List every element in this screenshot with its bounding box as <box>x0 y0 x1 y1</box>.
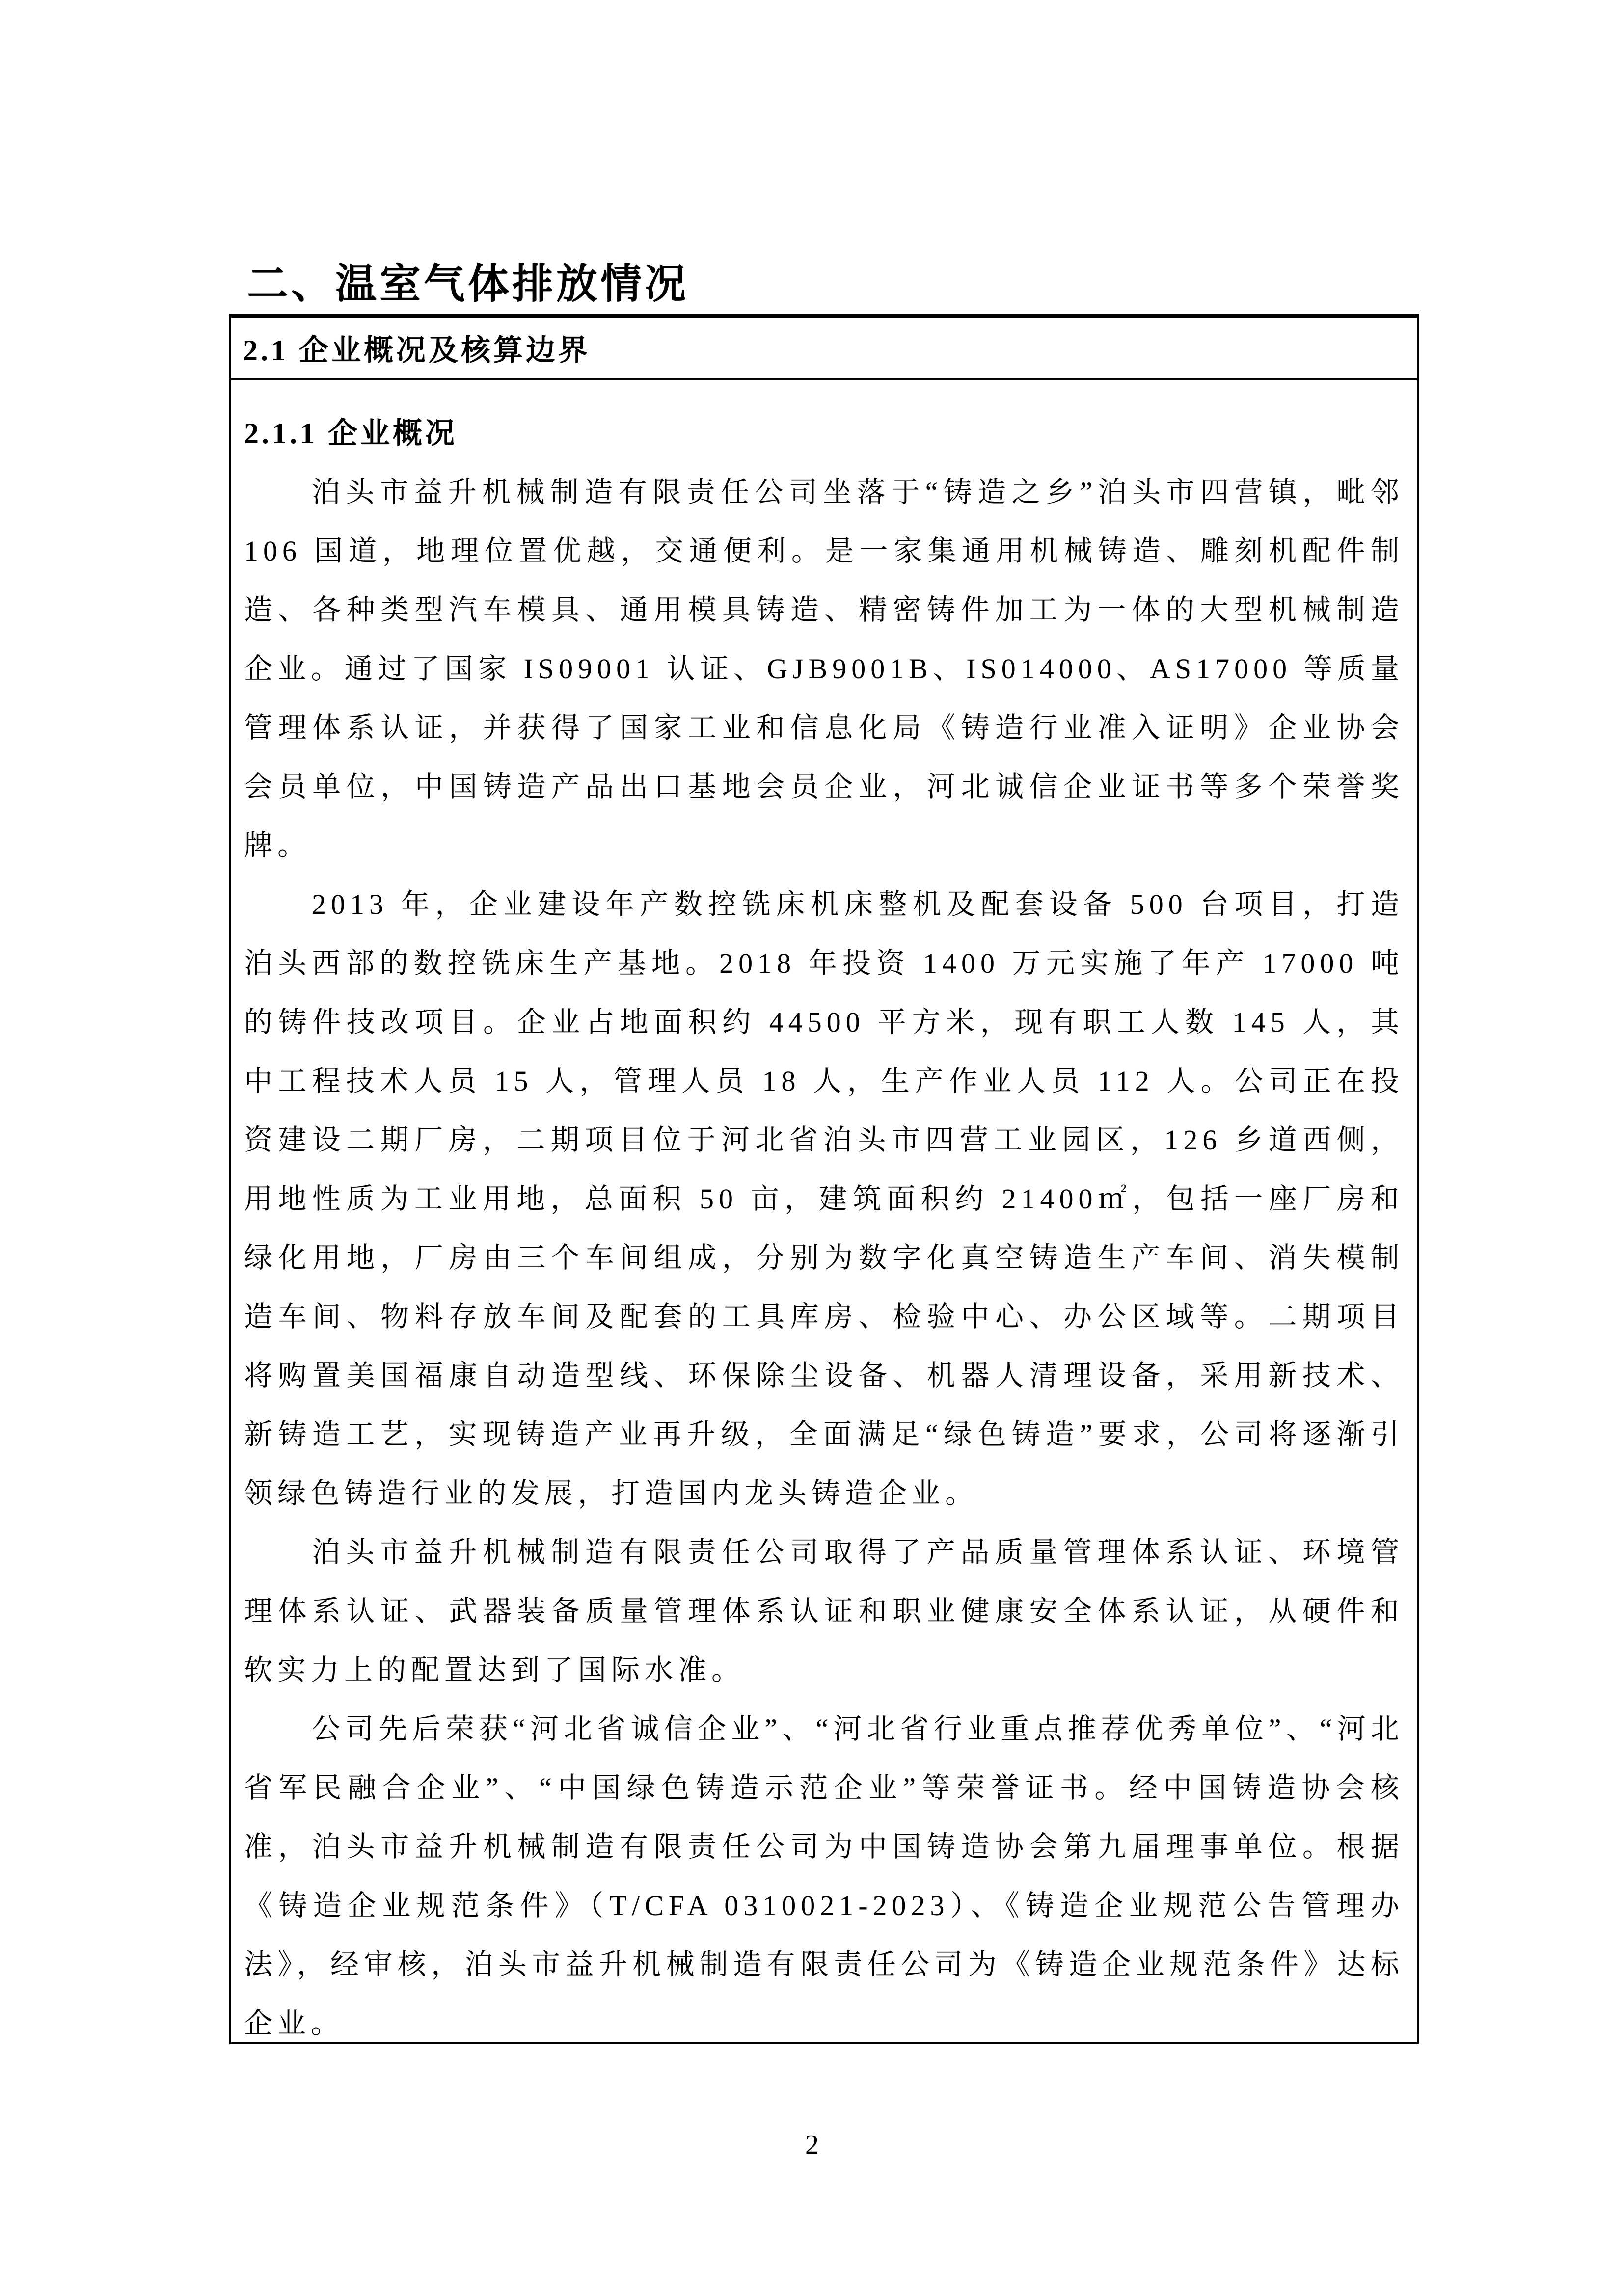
table-body-cell <box>231 380 1417 2044</box>
paragraph-certifications: 泊头市益升机械制造有限责任公司取得了产品质量管理体系认证、环境管理体系认证、武器装备质量管理体系认证和职业健康安全体系认证，从硬件和软实力上的配置达到了国际水准。 <box>244 1536 1404 1686</box>
page-number: 2 <box>805 2130 819 2160</box>
paragraph-company-intro: 泊头市益升机械制造有限责任公司坐落于“铸造之乡”泊头市四营镇，毗邻 106 国道，地理位置优越，交通便利。是一家集通用机械铸造、雕刻机配件制造、各种类型汽车模具、通用模具铸造、精密铸件加工为一体的大型机械制造企业。通过了国家 IS09001 认证、GJB9001B、IS014000、AS17000 等质量管理体系认证，并获得了国家工业和信息化局《铸造行业准入证明》企业协会会员单位，中国铸造产品出口基地会员企业，河北诚信企业证书等多个荣誉奖牌。 <box>244 476 1404 861</box>
content-table <box>229 314 1419 2044</box>
subsection-heading: 2.1.1 企业概况 <box>244 417 458 450</box>
section-title: 二、温室气体排放情况 <box>247 262 689 308</box>
paragraph-projects: 2013 年，企业建设年产数控铣床机床整机及配套设备 500 台项目，打造泊头西部的数控铣床生产基地。2018 年投资 1400 万元实施了年产 17000 吨的铸件技改项目。企业占地面积约 44500 平方米，现有职工人数 145 人，其中工程技术人员 15 人，管理人员 18 人，生产作业人员 112 人。公司正在投资建设二期厂房，二期项目位于河北省泊头市四营工业园区，126 乡道西侧，用地性质为工业用地，总面积 50 亩，建筑面积约 21400㎡，包括一座厂房和绿化用地，厂房由三个车间组成，分别为数字化真空铸造生产车间、消失模制造车间、物料存放车间及配套的工具库房、检验中心、办公区域等。二期项目将购置美国福康自动造型线、环保除尘设备、机器人清理设备，采用新技术、新铸造工艺，实现铸造产业再升级，全面满足“绿色铸造”要求，公司将逐渐引领绿色铸造行业的发展，打造国内龙头铸造企业。 <box>244 888 1404 1509</box>
table-header-row <box>231 318 1417 380</box>
table-header-label: 2.1 企业概况及核算边界 <box>243 334 591 367</box>
paragraph-honors: 公司先后荣获“河北省诚信企业”、“河北省行业重点推荐优秀单位”、“河北省军民融合企业”、“中国绿色铸造示范企业”等荣誉证书。经中国铸造协会核准，泊头市益升机械制造有限责任公司为中国铸造协会第九届理事单位。根据《铸造企业规范条件》（T/CFA 0310021-2023）、《铸造企业规范公告管理办法》，经审核，泊头市益升机械制造有限责任公司为《铸造企业规范条件》达标企业。 <box>244 1713 1404 2039</box>
